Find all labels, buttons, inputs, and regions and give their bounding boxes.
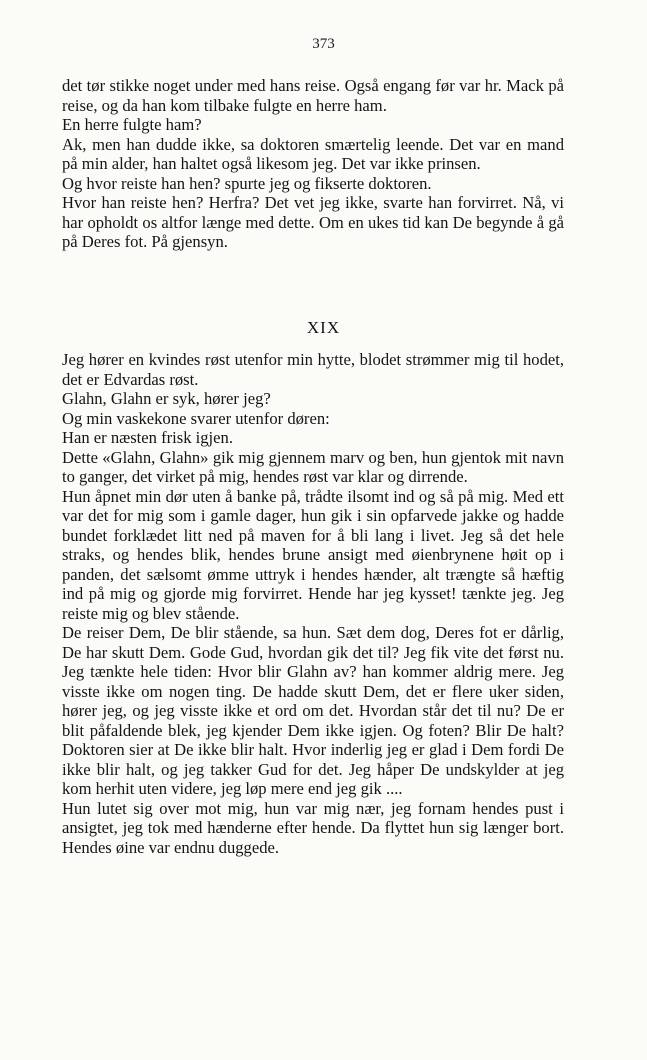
chapter-heading: XIX [306, 318, 341, 337]
paragraph: Glahn, Glahn er syk, hører jeg? [62, 389, 271, 408]
chapter-text [62, 350, 564, 857]
continuation-text [62, 76, 564, 252]
paragraph: Og min vaskekone svarer utenfor døren: [62, 408, 330, 428]
paragraph: Og hvor reiste han hen? spurte jeg og fikserte doktoren. [62, 173, 432, 193]
paragraph: Hun åpnet min dør uten å banke på, trådte ilsomt ind og så på mig. Med ett var det for mig som i gamle dager, hun gik i sin opfarvede jakke og hadde bundet forklædet litt ned på maven for å bli lang i livet. Jeg så det hele straks, og hendes blik, hendes brune ansigt med øienbrynene høit op i panden, det sælsomt ømme uttryk i hendes hænder, alt trængte så hæftig ind på mig og gjorde mig forvirret. Hende har jeg kysset! tænkte jeg. Jeg reiste mig og blev stående. [62, 486, 564, 623]
paragraph: En herre fulgte ham? [62, 115, 202, 134]
paragraph: det tør stikke noget under med hans reise. Også engang før var hr. Mack på reise, og da han kom tilbake fulgte en herre ham. [62, 76, 564, 115]
paragraph: Hvor han reiste hen? Herfra? Det vet jeg ikke, svarte han forvirret. Nå, vi har opholdt os altfor længe med dette. Om en ukes tid kan De begynde å gå på Deres fot. På gjensyn. [62, 193, 564, 251]
paragraph: Hun lutet sig over mot mig, hun var mig nær, jeg fornam hendes pust i ansigtet, jeg tok med hænderne efter hende. Da flyttet hun sig længer bort. Hendes øine var endnu duggede. [62, 798, 564, 857]
paragraph: Ak, men han dudde ikke, sa doktoren smærtelig leende. Det var en mand på min alder, han haltet også likesom jeg. Det var ikke prinsen. [62, 134, 564, 173]
page-number: 373 [312, 36, 335, 52]
paragraph: De reiser Dem, De blir stående, sa hun. Sæt dem dog, Deres fot er dårlig, De har skutt Dem. Gode Gud, hvordan gik det til? Jeg fik vite det først nu. Jeg tænkte hele tiden: Hvor blir Glahn av? han kommer aldrig mere. Jeg visste ikke om nogen ting. De hadde skutt Dem, det er flere uker siden, hører jeg, og jeg visste ikke et ord om det. Hvordan står det til nu? De er blit påfaldende blek, jeg kjender Dem ikke igjen. Og foten? Blir De halt? Doktoren sier at De ikke blir halt. Hvor inderlig jeg er glad i Dem fordi De ikke blir halt, og jeg takker Gud for det. Jeg håper De undskylder at jeg kom herhit uten videre, jeg løp mere end jeg gik .... [62, 623, 564, 798]
paragraph: Han er næsten frisk igjen. [62, 428, 233, 447]
paragraph: Jeg hører en kvindes røst utenfor min hytte, blodet strømmer mig til hodet, det er Edvardas røst. [62, 350, 564, 389]
paragraph: Dette «Glahn, Glahn» gik mig gjennem marv og ben, hun gjentok mit navn to ganger, det virket på mig, hendes røst var klar og dirrende. [62, 447, 564, 486]
